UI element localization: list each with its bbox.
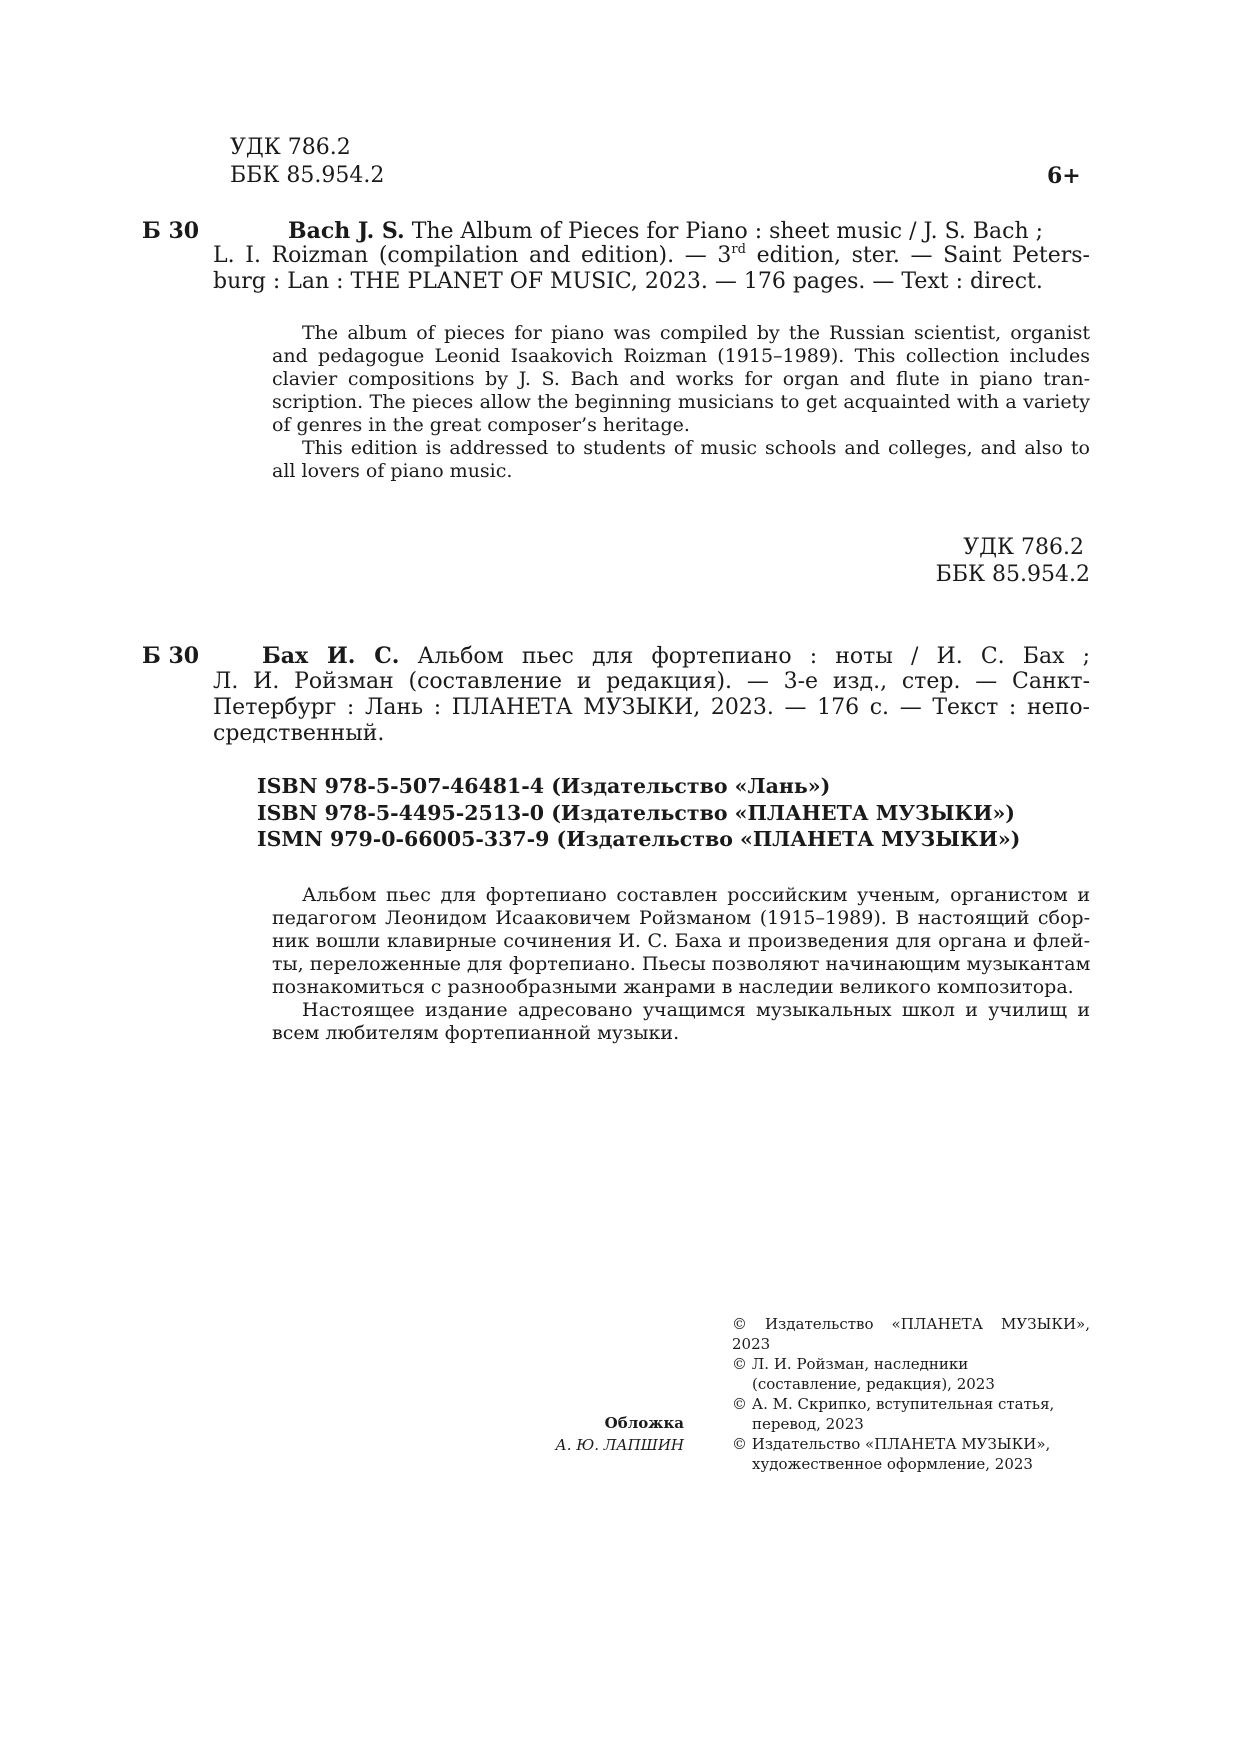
copyright-line-3: © Л. И. Ройзман, наследники xyxy=(732,1355,969,1373)
copyright-line-6: перевод, 2023 xyxy=(752,1415,864,1433)
bbk-code: ББК 85.954.2 xyxy=(230,163,385,188)
ru-annotation-line-7: всем любителям фортепианной музыки. xyxy=(272,1022,680,1044)
en-catalog-code: Б 30 xyxy=(142,218,200,244)
ru-annotation-line-6: Настоящее издание адресовано учащимся музыкальных школ и училищ и xyxy=(302,999,1090,1021)
ru-catalog-code: Б 30 xyxy=(142,643,200,669)
ru-annotation-line-4: ты, переложенные для фортепиано. Пьесы позволяют начинающим музыкантам xyxy=(272,953,1091,975)
udk-code: УДК 786.2 xyxy=(230,135,351,160)
cover-credit-label: Обложка xyxy=(604,1414,684,1432)
copyright-line-4: (составление, редакция), 2023 xyxy=(752,1375,995,1393)
copyright-line-7: © Издательство «ПЛАНЕТА МУЗЫКИ», xyxy=(732,1435,1051,1453)
en-annotation-line-5: of genres in the great composer’s heritage. xyxy=(272,414,690,436)
copyright-line-1: © Издательство «ПЛАНЕТА МУЗЫКИ», xyxy=(732,1315,1090,1333)
isbn-planeta: ISBN 978-5-4495-2513-0 (Издательство «ПЛАНЕТА МУЗЫКИ») xyxy=(257,801,1015,825)
ru-author: Бах И. С. xyxy=(262,643,400,669)
en-edition-superscript: rd xyxy=(731,242,746,257)
ru-entry-line-2: Л. И. Ройзман (составление и редакция). — 3-е изд., стер. — Санкт- xyxy=(213,669,1090,694)
en-entry-line-1 xyxy=(288,220,1043,243)
ru-title: Альбом пьес для фортепиано : ноты / И. С. Бах ; xyxy=(417,644,1091,669)
ru-entry-line-3: Петербург : Лань : ПЛАНЕТА МУЗЫКИ, 2023. — 176 с. — Текст : непо- xyxy=(213,695,1090,720)
en-entry-line-2: L. I. Roizman (compilation and edition). — 3rd edition, ster. — Saint Peters- xyxy=(213,242,1090,268)
en-entry-line-3: burg : Lan : THE PLANET OF MUSIC, 2023. — 176 pages. — Text : direct. xyxy=(213,269,1043,294)
ru-annotation-line-2: педагогом Леонидом Исааковичем Ройзманом (1915–1989). В настоящий сбор- xyxy=(272,907,1090,929)
en-author: Bach J. S. xyxy=(288,218,405,244)
copyright-line-2: 2023 xyxy=(732,1335,771,1353)
en-udk-code: УДК 786.2 xyxy=(963,535,1084,560)
isbn-lan: ISBN 978-5-507-46481-4 (Издательство «Лань») xyxy=(257,774,831,798)
ru-annotation-line-1: Альбом пьес для фортепиано составлен российским ученым, органистом и xyxy=(302,884,1090,906)
en-annotation-line-6: This edition is addressed to students of music schools and colleges, and also to xyxy=(302,437,1090,459)
en-title: The Album of Pieces for Piano : sheet music / J. S. Bach ; xyxy=(411,219,1044,244)
cover-credit-name: А. Ю. ЛАПШИН xyxy=(555,1436,684,1454)
age-rating: 6+ xyxy=(1047,163,1081,189)
ru-annotation-line-3: ник вошли клавирные сочинения И. С. Баха и произведения для органа и флей- xyxy=(272,930,1090,952)
en-annotation-line-7: all lovers of piano music. xyxy=(272,460,513,482)
ru-entry-line-1 xyxy=(262,645,1090,668)
en-annotation-line-1: The album of pieces for piano was compiled by the Russian scientist, organist xyxy=(302,322,1090,344)
copyright-line-8: художественное оформление, 2023 xyxy=(752,1455,1033,1473)
ismn-planeta: ISMN 979-0-66005-337-9 (Издательство «ПЛАНЕТА МУЗЫКИ») xyxy=(257,827,1021,851)
en-bbk-code: ББК 85.954.2 xyxy=(935,562,1090,587)
ru-entry-line-4: средственный. xyxy=(213,721,385,746)
en-annotation-line-4: scription. The pieces allow the beginning musicians to get acquainted with a variety xyxy=(272,391,1090,413)
en-annotation-line-2: and pedagogue Leonid Isaakovich Roizman (1915–1989). This collection includes xyxy=(272,345,1090,367)
ru-annotation-line-5: познакомиться с разнообразными жанрами в наследии великого композитора. xyxy=(272,976,1074,998)
en-annotation-line-3: clavier compositions by J. S. Bach and works for organ and flute in piano tran- xyxy=(272,368,1090,390)
copyright-line-5: © А. М. Скрипко, вступительная статья, xyxy=(732,1395,1055,1413)
